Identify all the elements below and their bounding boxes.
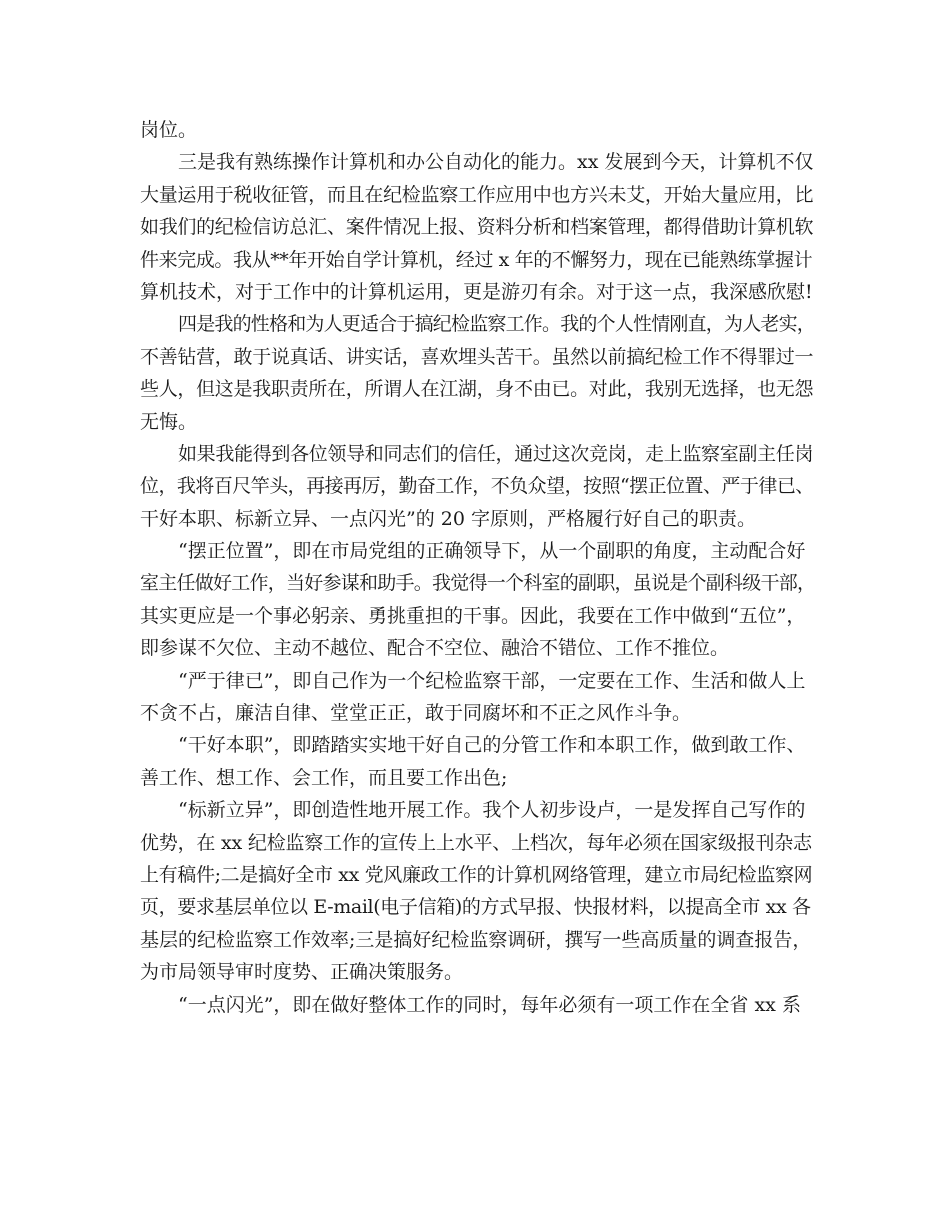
text-line: 件来完成。我从**年开始自学计算机，经过 x 年的不懈努力，现在已能熟练掌握计 [140,248,813,271]
text-line: 些人，但这是我职责所在，所谓人在江湖，身不由已。对此，我别无选择，也无怨 [140,378,814,401]
text-line: “一点闪光”，即在做好整体工作的同时，每年必须有一项工作在全省 xx 系 [178,993,801,1016]
text-line: 四是我的性格和为人更适合于搞纪检监察工作。我的个人性情刚直，为人老实， [178,313,816,336]
text-line: 三是我有熟练操作计算机和办公自动化的能力。xx 发展到今天，计算机不仅 [178,151,814,174]
text-line: 即参谋不欠位、主动不越位、配合不空位、融洽不错位、工作不推位。 [140,637,730,660]
text-line: 如我们的纪检信访总汇、案件情况上报、资料分析和档案管理，都得借助计算机软 [140,216,814,239]
text-line: 不善钻营，敢于说真话、讲实话，喜欢埋头苦干。虽然以前搞纪检工作不得罪过一 [140,345,814,368]
text-line: 基层的纪检监察工作效率;三是搞好纪检监察调研，撰写一些高质量的调查报告， [140,928,812,951]
text-line: 干好本职、标新立异、一点闪光”的 20 字原则，严格履行好自己的职责。 [140,507,756,530]
text-line: 岗位。 [140,119,198,141]
text-line: 上有稿件;二是搞好全市 xx 党风廉政工作的计算机网络管理，建立市局纪检监察网 [140,863,813,886]
text-line: “严于律已”，即自己作为一个纪检监察干部，一定要在工作、生活和做人上 [178,669,806,692]
text-line: “标新立异”，即创造性地开展工作。我个人初步设卢，一是发挥自己写作的 [178,799,806,822]
text-line: “摆正位置”，即在市局党组的正确领导下，从一个副职的角度，主动配合好 [178,540,806,563]
text-line: 不贪不占，廉洁自律、堂堂正正，敢于同腐坏和不正之风作斗争。 [140,702,692,725]
text-line: 位，我将百尺竿头，再接再厉，勤奋工作，不负众望，按照“摆正位置、严于律已、 [140,475,814,498]
text-line: “干好本职”，即踏踏实实地干好自己的分管工作和本职工作，做到敢工作、 [178,734,806,757]
text-line: 室主任做好工作，当好参谋和助手。我觉得一个科室的副职，虽说是个副科级干部， [140,572,816,595]
text-line: 页，要求基层单位以 E-mail(电子信箱)的方式早报、快报材料，以提高全市 xx 各 [140,896,811,919]
document-body [140,114,816,1021]
text-line: 算机技术，对于工作中的计算机运用，更是游刃有余。对于这一点，我深感欣慰! [140,280,813,303]
text-line: 优势，在 xx 纪检监察工作的宣传上上水平、上档次，每年必须在国家级报刊杂志 [140,831,812,854]
text-line: 如果我能得到各位领导和同志们的信任，通过这次竞岗，走上监察室副主任岗 [178,442,814,465]
text-line: 大量运用于税收征管，而且在纪检监察工作应用中也方兴未艾，开始大量应用，比 [140,183,814,206]
text-line: 为市局领导审时度势、正确决策服务。 [140,961,464,984]
text-line: 善工作、想工作、会工作，而且要工作出色; [140,766,508,789]
text-line: 无悔。 [140,410,198,433]
text-line: 其实更应是一个事必躬亲、勇挑重担的干事。因此，我要在工作中做到“五位”， [140,604,806,627]
